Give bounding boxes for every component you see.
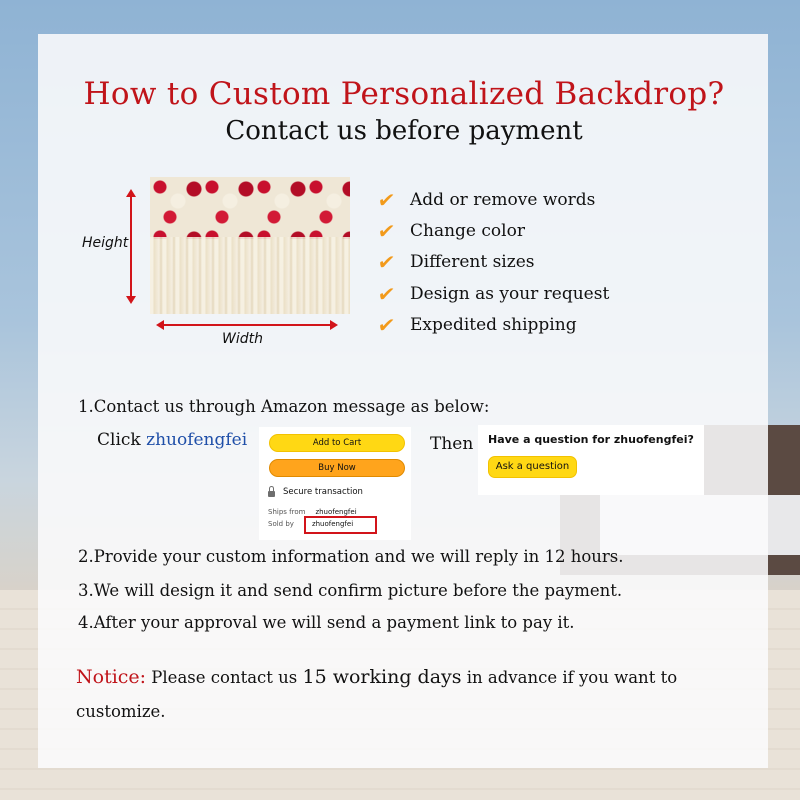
seller-link[interactable]: zhuofengfei [146,430,248,450]
check-icon: ✔ [376,218,397,243]
sold-by-seller-link[interactable]: zhuofengfei [311,520,354,528]
height-label: Height [82,235,129,251]
feature-item [378,215,609,246]
secure-text: Secure transaction [283,487,363,497]
check-icon: ✔ [376,281,397,306]
check-icon: ✔ [376,187,397,212]
lock-icon [268,491,275,497]
buy-now-button[interactable]: Buy Now [269,459,405,477]
step-1: 1.Contact us through Amazon message as below: [78,397,490,416]
width-label: Width [222,331,263,347]
amazon-buy-box [259,427,411,540]
page-subtitle: Contact us before payment [225,116,583,146]
feature-text: Different sizes [410,252,535,273]
feature-item [378,184,609,215]
step-2: 2.Provide your custom information and we will reply in 12 hours. [78,547,624,566]
backdrop-roses [150,177,350,239]
page-title: How to Custom Personalized Backdrop? [83,76,725,112]
notice-text-after: in advance if you want to customize. [76,668,678,721]
then-label: Then [430,434,474,454]
step-4: 4.After your approval we will send a payment link to pay it. [78,613,575,632]
feature-text: Expedited shipping [410,314,577,335]
feature-item [378,247,609,278]
ships-from-label: Ships from [268,508,306,516]
height-arrow [130,195,132,298]
feature-list [378,184,609,340]
seller-highlight-box [304,516,377,534]
step-3: 3.We will design it and send confirm picture before the payment. [78,581,623,600]
ask-question-button[interactable]: Ask a question [488,456,577,478]
notice-text-before: Please contact us [146,668,303,687]
sold-by-label: Sold by [268,520,294,528]
click-prefix: Click [97,430,147,450]
check-icon: ✔ [376,250,397,275]
click-instruction [97,430,247,450]
feature-text: Add or remove words [410,189,596,210]
width-arrow [162,324,332,326]
feature-text: Change color [410,220,525,241]
feature-item [378,278,609,309]
add-to-cart-button[interactable]: Add to Cart [269,434,405,452]
notice-label: Notice: [76,666,147,688]
ships-from-value: zhuofengfei [315,508,357,516]
notice-paragraph [76,660,736,729]
check-icon: ✔ [376,312,397,337]
question-panel [478,425,704,495]
question-text: Have a question for zhuofengfei? [488,433,694,446]
backdrop-image [150,177,350,314]
feature-item [378,309,609,340]
secure-transaction [268,487,363,497]
backdrop-flower-strands [150,237,350,314]
notice-emphasis: 15 working days [302,666,462,688]
ships-from-row [268,508,357,516]
feature-text: Design as your request [410,283,610,304]
